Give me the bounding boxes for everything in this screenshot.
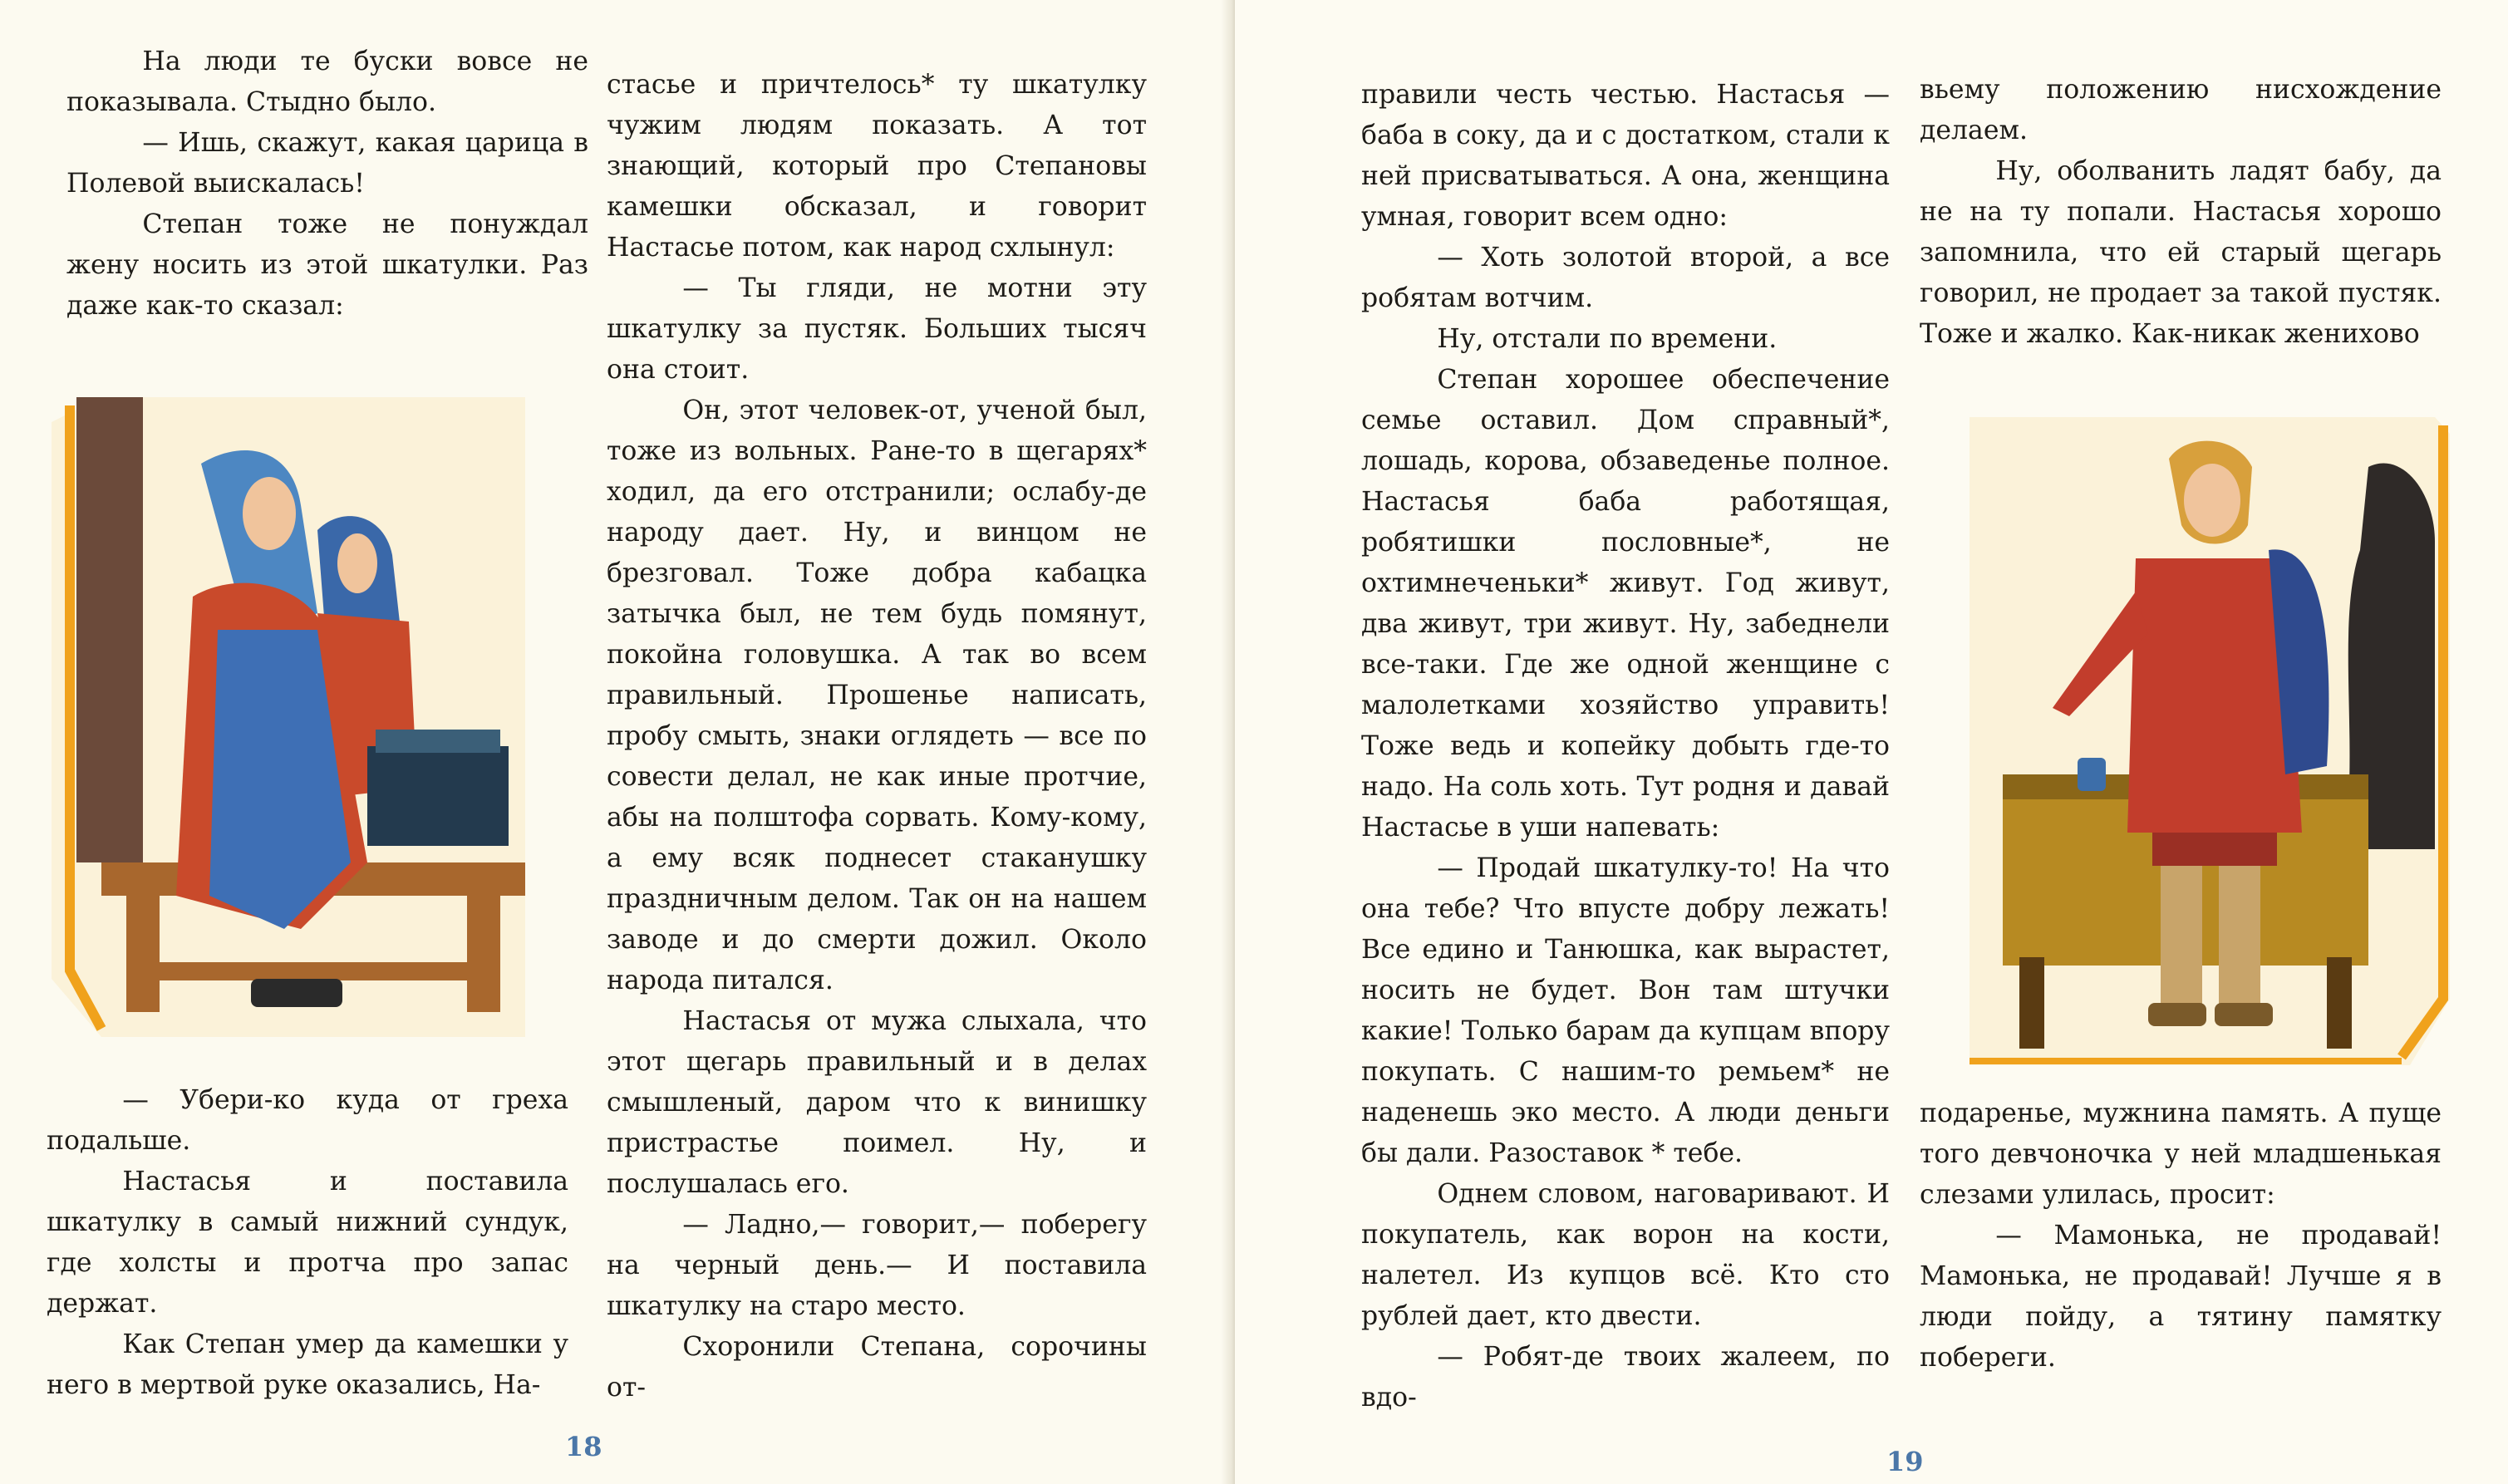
paragraph: — Продай шкатулку-то! На что она тебе? Что впусте добру лежать! Все едино и Танюшка, как вырастет, носить не будет. Вон там штучки какие! Только барам да купцам впору покупать. С нашим-то ремьем* не наденешь эко место. А люди деньги бы дали. Разоставок * тебе. — [1361, 853, 1890, 1168]
page-number: 18 — [565, 1431, 602, 1462]
paragraph: На люди те буски вовсе не показывала. Стыдно было. — [66, 47, 588, 117]
paragraph: Степан хорошее обеспечение семье оставил. Дом справный*, лошадь, корова, обзаведенье полное. Настасья баба работящая, робятишки пословные*, не охтимнеченьки* живут. Год живут, два живут, три живут. Ну, забеднели все-таки. Где же одной женщине с малолетками хозяйство управить! Тоже ведь и копейку добыть где-то надо. На соль хоть. Тут родня и давай Настасье в уши напевать: — [1361, 365, 1890, 843]
right-col1 — [1361, 75, 1890, 1418]
paragraph: Ну, оболванить ладят бабу, да не на ту попали. Настасья хорошо запомнила, что ей старый щегарь говорил, не продает за такой пустяк. Тоже и жалко. Как-никак женихово — [1920, 156, 2442, 349]
left-col1-top — [66, 42, 588, 327]
paragraph: — Ишь, скажут, какая царица в Полевой выискалась! — [66, 128, 588, 199]
paragraph: Настасья от мужа слыхала, что этот щегарь правильный и в делах смышленый, даром что к винишку пристрастье поимел. Ну, и послушалась его. — [607, 1006, 1147, 1199]
illustration-mother-and-daughter — [52, 397, 525, 1037]
paragraph: вьему положению нисхождение делаем. — [1920, 75, 2442, 145]
paragraph: — Хоть золотой второй, а все робятам вотчим. — [1361, 243, 1890, 313]
paragraph: правили честь честью. Настасья — баба в соку, да и с достатком, стали к ней присватываться. А она, женщина умная, говорит всем одно: — [1361, 80, 1890, 232]
illustration-buyer-man — [1970, 417, 2460, 1065]
right-col2-bottom — [1920, 1093, 2442, 1378]
paragraph: — Ладно,— говорит,— поберегу на черный день.— И поставила шкатулку на старо место. — [607, 1210, 1147, 1321]
paragraph: — Мамонька, не продавай! Мамонька, не продавай! Лучше я в люди пойду, а тятину памятку побереги. — [1920, 1221, 2442, 1373]
paragraph: Настасья и поставила шкатулку в самый нижний сундук, где холсты и протча про запас держат. — [47, 1167, 568, 1319]
paragraph: Он, этот человек-от, ученой был, тоже из вольных. Ране-то в щегарях* ходил, да его отстранили; ослабу-де народу дает. Ну, и винцом не брезговал. Тоже добра кабацка затычка был, не тем будь помянут, покойна головушка. А так во всем правильный. Прошенье написать, пробу смыть, знаки оглядеть — все по совести делал, не как иные протчие, абы на полштофа сорвать. Кому-кому, а ему всяк поднесет стаканушку праздничным делом. Так он на нашем заводе и до смерти дожил. Около народа питался. — [607, 396, 1147, 995]
paragraph: Однем словом, наговаривают. И покупатель, как ворон на кости, налетел. Из купцов всё. Кто сто рублей дает, кто двести. — [1361, 1179, 1890, 1331]
right-col2-top — [1920, 70, 2442, 355]
left-page — [0, 0, 1235, 1484]
right-page — [1235, 0, 2508, 1484]
paragraph: — Ты гляди, не мотни эту шкатулку за пустяк. Больших тысяч она стоит. — [607, 273, 1147, 385]
left-col1-bottom — [47, 1080, 568, 1406]
paragraph: Как Степан умер да камешки у него в мертвой руке оказались, На- — [47, 1329, 568, 1400]
paragraph: Схоронили Степана, сорочины от- — [607, 1332, 1147, 1403]
paragraph: подаренье, мужнина память. А пуще того девчоночка у ней младшенькая слезами улилась, просит: — [1920, 1098, 2442, 1210]
paragraph: стасье и причтелось* ту шкатулку чужим людям показать. А тот знающий, который про Степановы камешки обсказал, и говорит Настасье потом, как народ схлынул: — [607, 70, 1147, 263]
paragraph: — Убери-ко куда от греха подальше. — [47, 1085, 568, 1156]
left-col2 — [607, 65, 1147, 1408]
paragraph: Ну, отстали по времени. — [1437, 324, 1778, 354]
page-number: 19 — [1886, 1446, 1924, 1477]
paragraph: Степан тоже не понуждал жену носить из этой шкатулки. Раз даже как-то сказал: — [66, 209, 588, 321]
paragraph: — Робят-де твоих жалеем, по вдо- — [1361, 1342, 1890, 1413]
